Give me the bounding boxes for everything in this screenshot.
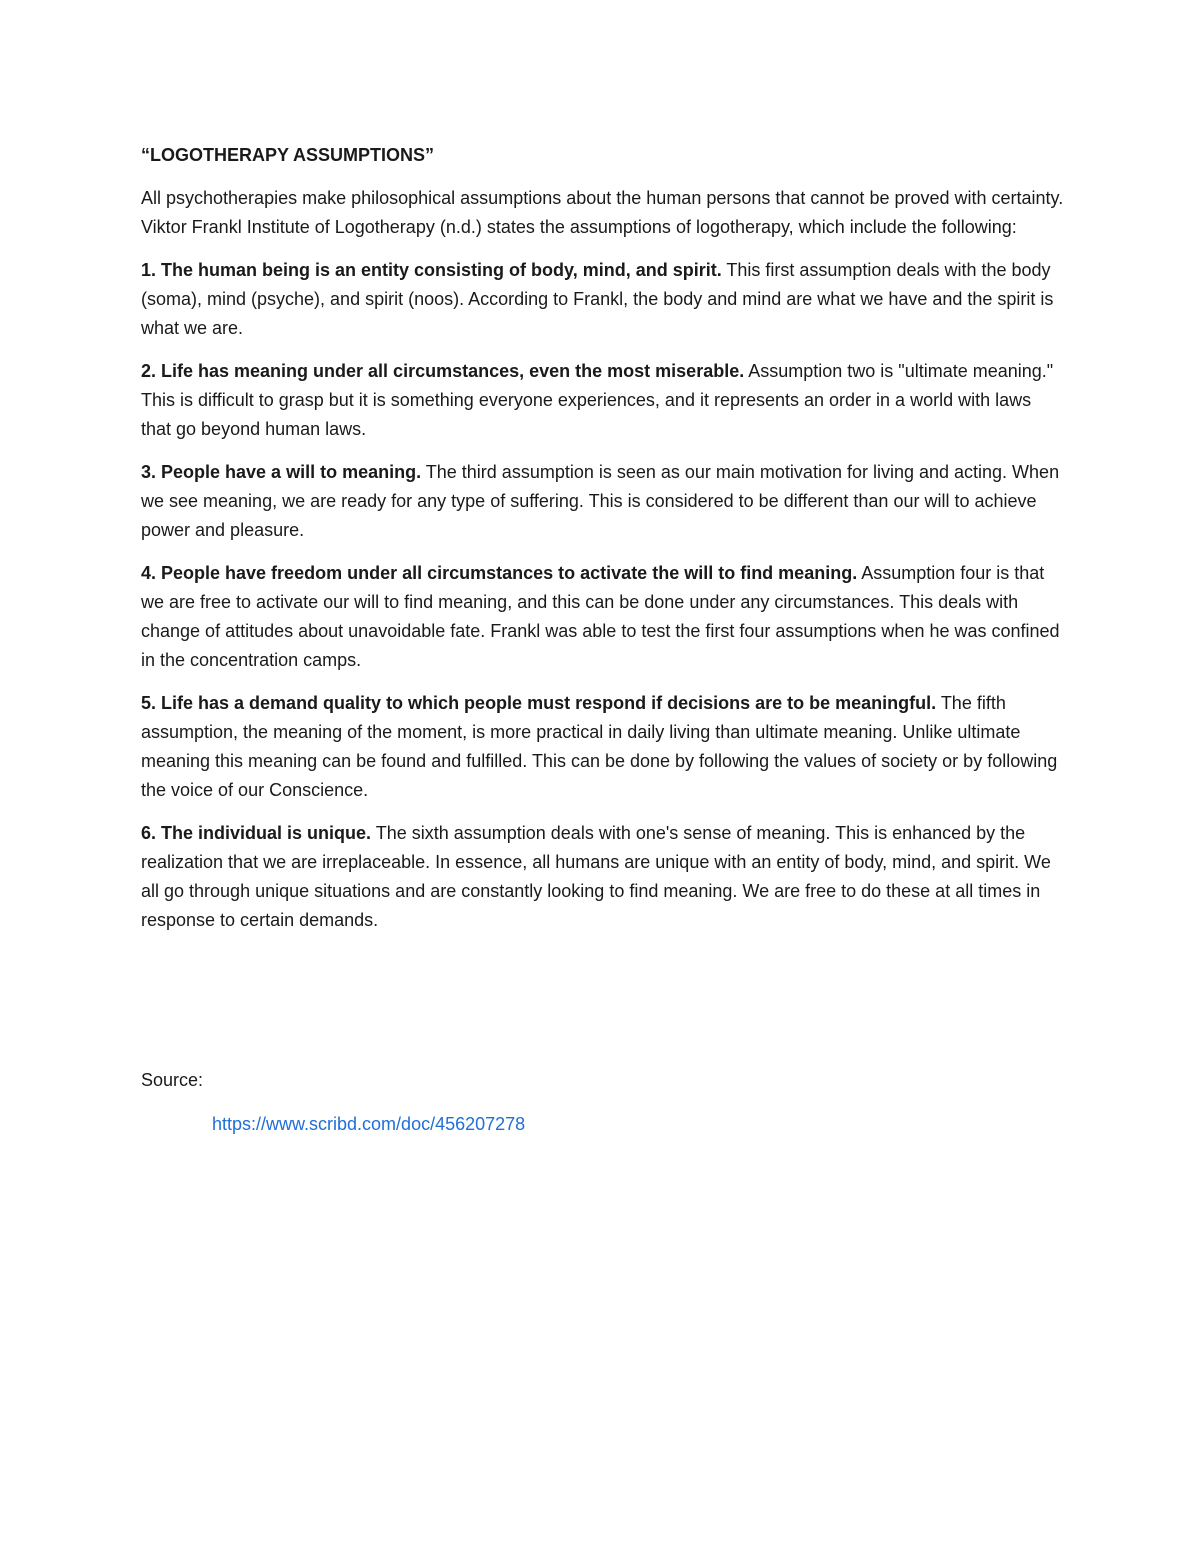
assumption-6: [141, 819, 1066, 935]
assumption-4-heading: 4. People have freedom under all circumstances to activate the will to find meaning.: [141, 563, 858, 583]
assumption-4: [141, 559, 1066, 675]
intro-paragraph: All psychotherapies make philosophical assumptions about the human persons that cannot be proved with certainty. Viktor Frankl Institute of Logotherapy (n.d.) states the assumptions of logotherapy, which include the following:: [141, 188, 1064, 237]
assumption-5-text: The fifth assumption, the meaning of the moment, is more practical in daily living than ultimate meaning. Unlike ultimate meaning this meaning can be found and fulfilled. This can be done by following the values of society or by following the voice of our Conscience.: [141, 693, 1058, 800]
document-body: [141, 141, 1066, 949]
assumption-6-text: The sixth assumption deals with one's sense of meaning. This is enhanced by the realization that we are irreplaceable. In essence, all humans are unique with an entity of body, mind, and spirit. We all go through unique situations and are constantly looking to find meaning. We are free to do these at all times in response to certain demands.: [141, 823, 1051, 930]
assumption-3: [141, 458, 1066, 545]
assumption-1-text: This first assumption deals with the body (soma), mind (psyche), and spirit (noos). According to Frankl, the body and mind are what we have and the spirit is what we are.: [141, 260, 1054, 338]
source-link[interactable]: https://www.scribd.com/doc/456207278: [212, 1114, 526, 1134]
assumption-3-text: The third assumption is seen as our main motivation for living and acting. When we see meaning, we are ready for any type of suffering. This is considered to be different than our will to achieve power and pleasure.: [141, 462, 1060, 540]
assumption-6-heading: 6. The individual is unique.: [141, 823, 372, 843]
assumption-3-heading: 3. People have a will to meaning.: [141, 462, 422, 482]
assumption-5-heading: 5. Life has a demand quality to which people must respond if decisions are to be meaningful.: [141, 693, 937, 713]
assumption-2-text: Assumption two is "ultimate meaning." This is difficult to grasp but it is something everyone experiences, and it represents an order in a world with laws that go beyond human laws.: [141, 361, 1054, 439]
source-section: [141, 1066, 525, 1139]
assumption-1: [141, 256, 1066, 343]
assumption-2-heading: 2. Life has meaning under all circumstances, even the most miserable.: [141, 361, 745, 381]
source-label: Source:: [141, 1070, 204, 1090]
assumption-2: [141, 357, 1066, 444]
assumption-4-text: Assumption four is that we are free to activate our will to find meaning, and this can be done under any circumstances. This deals with change of attitudes about unavoidable fate. Frankl was able to test the first four assumptions when he was confined in the concentration camps.: [141, 563, 1060, 670]
document-title: “LOGOTHERAPY ASSUMPTIONS”: [141, 145, 435, 165]
assumption-5: [141, 689, 1066, 805]
assumption-1-heading: 1. The human being is an entity consisting of body, mind, and spirit.: [141, 260, 722, 280]
